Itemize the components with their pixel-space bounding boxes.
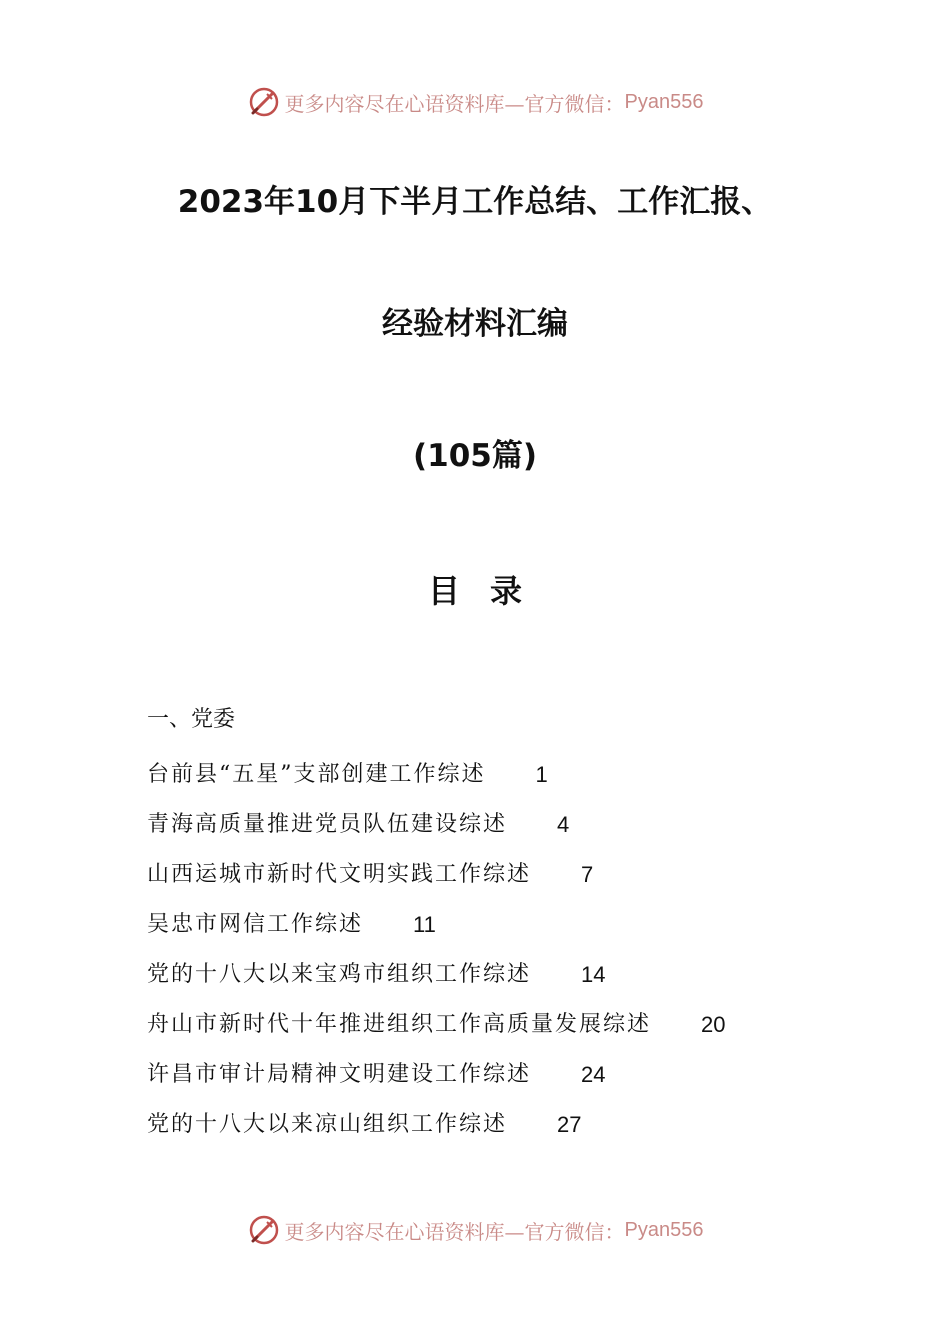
toc-item[interactable] — [147, 800, 907, 850]
toc-item-title: 舟山市新时代十年推进组织工作高质量发展综述 — [147, 1012, 652, 1037]
toc-item-title: 山西运城市新时代文明实践工作综述 — [147, 862, 532, 887]
toc-item[interactable] — [147, 750, 907, 800]
toc-item[interactable] — [147, 950, 907, 1000]
watermark-text: 更多内容尽在心语资料库—官方微信： — [284, 1219, 625, 1244]
toc-heading: 目录 — [427, 572, 552, 610]
document-title-count: (105篇) — [412, 438, 538, 474]
pen-seal-icon — [247, 85, 281, 119]
toc-item-page: 20 — [701, 1012, 726, 1037]
document-title-line-1: 2023年10月下半月工作总结、工作汇报、 — [177, 184, 773, 220]
header-watermark — [0, 82, 950, 122]
toc-item-page: 24 — [581, 1062, 606, 1087]
watermark-id: Pyan556 — [624, 1218, 704, 1241]
toc-item[interactable] — [147, 1100, 907, 1150]
watermark-id: Pyan556 — [624, 90, 704, 113]
toc-item-title: 党的十八大以来宝鸡市组织工作综述 — [147, 962, 532, 987]
toc-item[interactable] — [147, 1000, 907, 1050]
toc-item[interactable] — [147, 900, 907, 950]
document-title-line-2: 经验材料汇编 — [382, 306, 568, 342]
toc-item-page: 27 — [557, 1112, 582, 1137]
toc-item-title: 青海高质量推进党员队伍建设综述 — [147, 812, 508, 837]
toc-item-title: 许昌市审计局精神文明建设工作综述 — [147, 1062, 532, 1087]
toc-item-title: 党的十八大以来凉山组织工作综述 — [147, 1112, 508, 1137]
toc-item-title: 台前县“五星”支部创建工作综述 — [147, 762, 486, 787]
toc-item[interactable] — [147, 850, 907, 900]
toc-section-title: 一、党委 — [147, 707, 236, 732]
watermark-text: 更多内容尽在心语资料库—官方微信： — [284, 91, 625, 116]
toc-item-page: 7 — [581, 862, 594, 887]
toc-item-title: 吴忠市网信工作综述 — [147, 912, 364, 937]
toc-item[interactable] — [147, 1050, 907, 1100]
toc-item-page: 1 — [535, 762, 548, 787]
toc-item-page: 14 — [581, 962, 606, 987]
pen-seal-icon — [247, 1213, 281, 1247]
toc-item-page: 11 — [413, 912, 436, 937]
toc-item-page: 4 — [557, 812, 570, 837]
footer-watermark — [0, 1210, 950, 1250]
table-of-contents — [147, 700, 907, 1150]
